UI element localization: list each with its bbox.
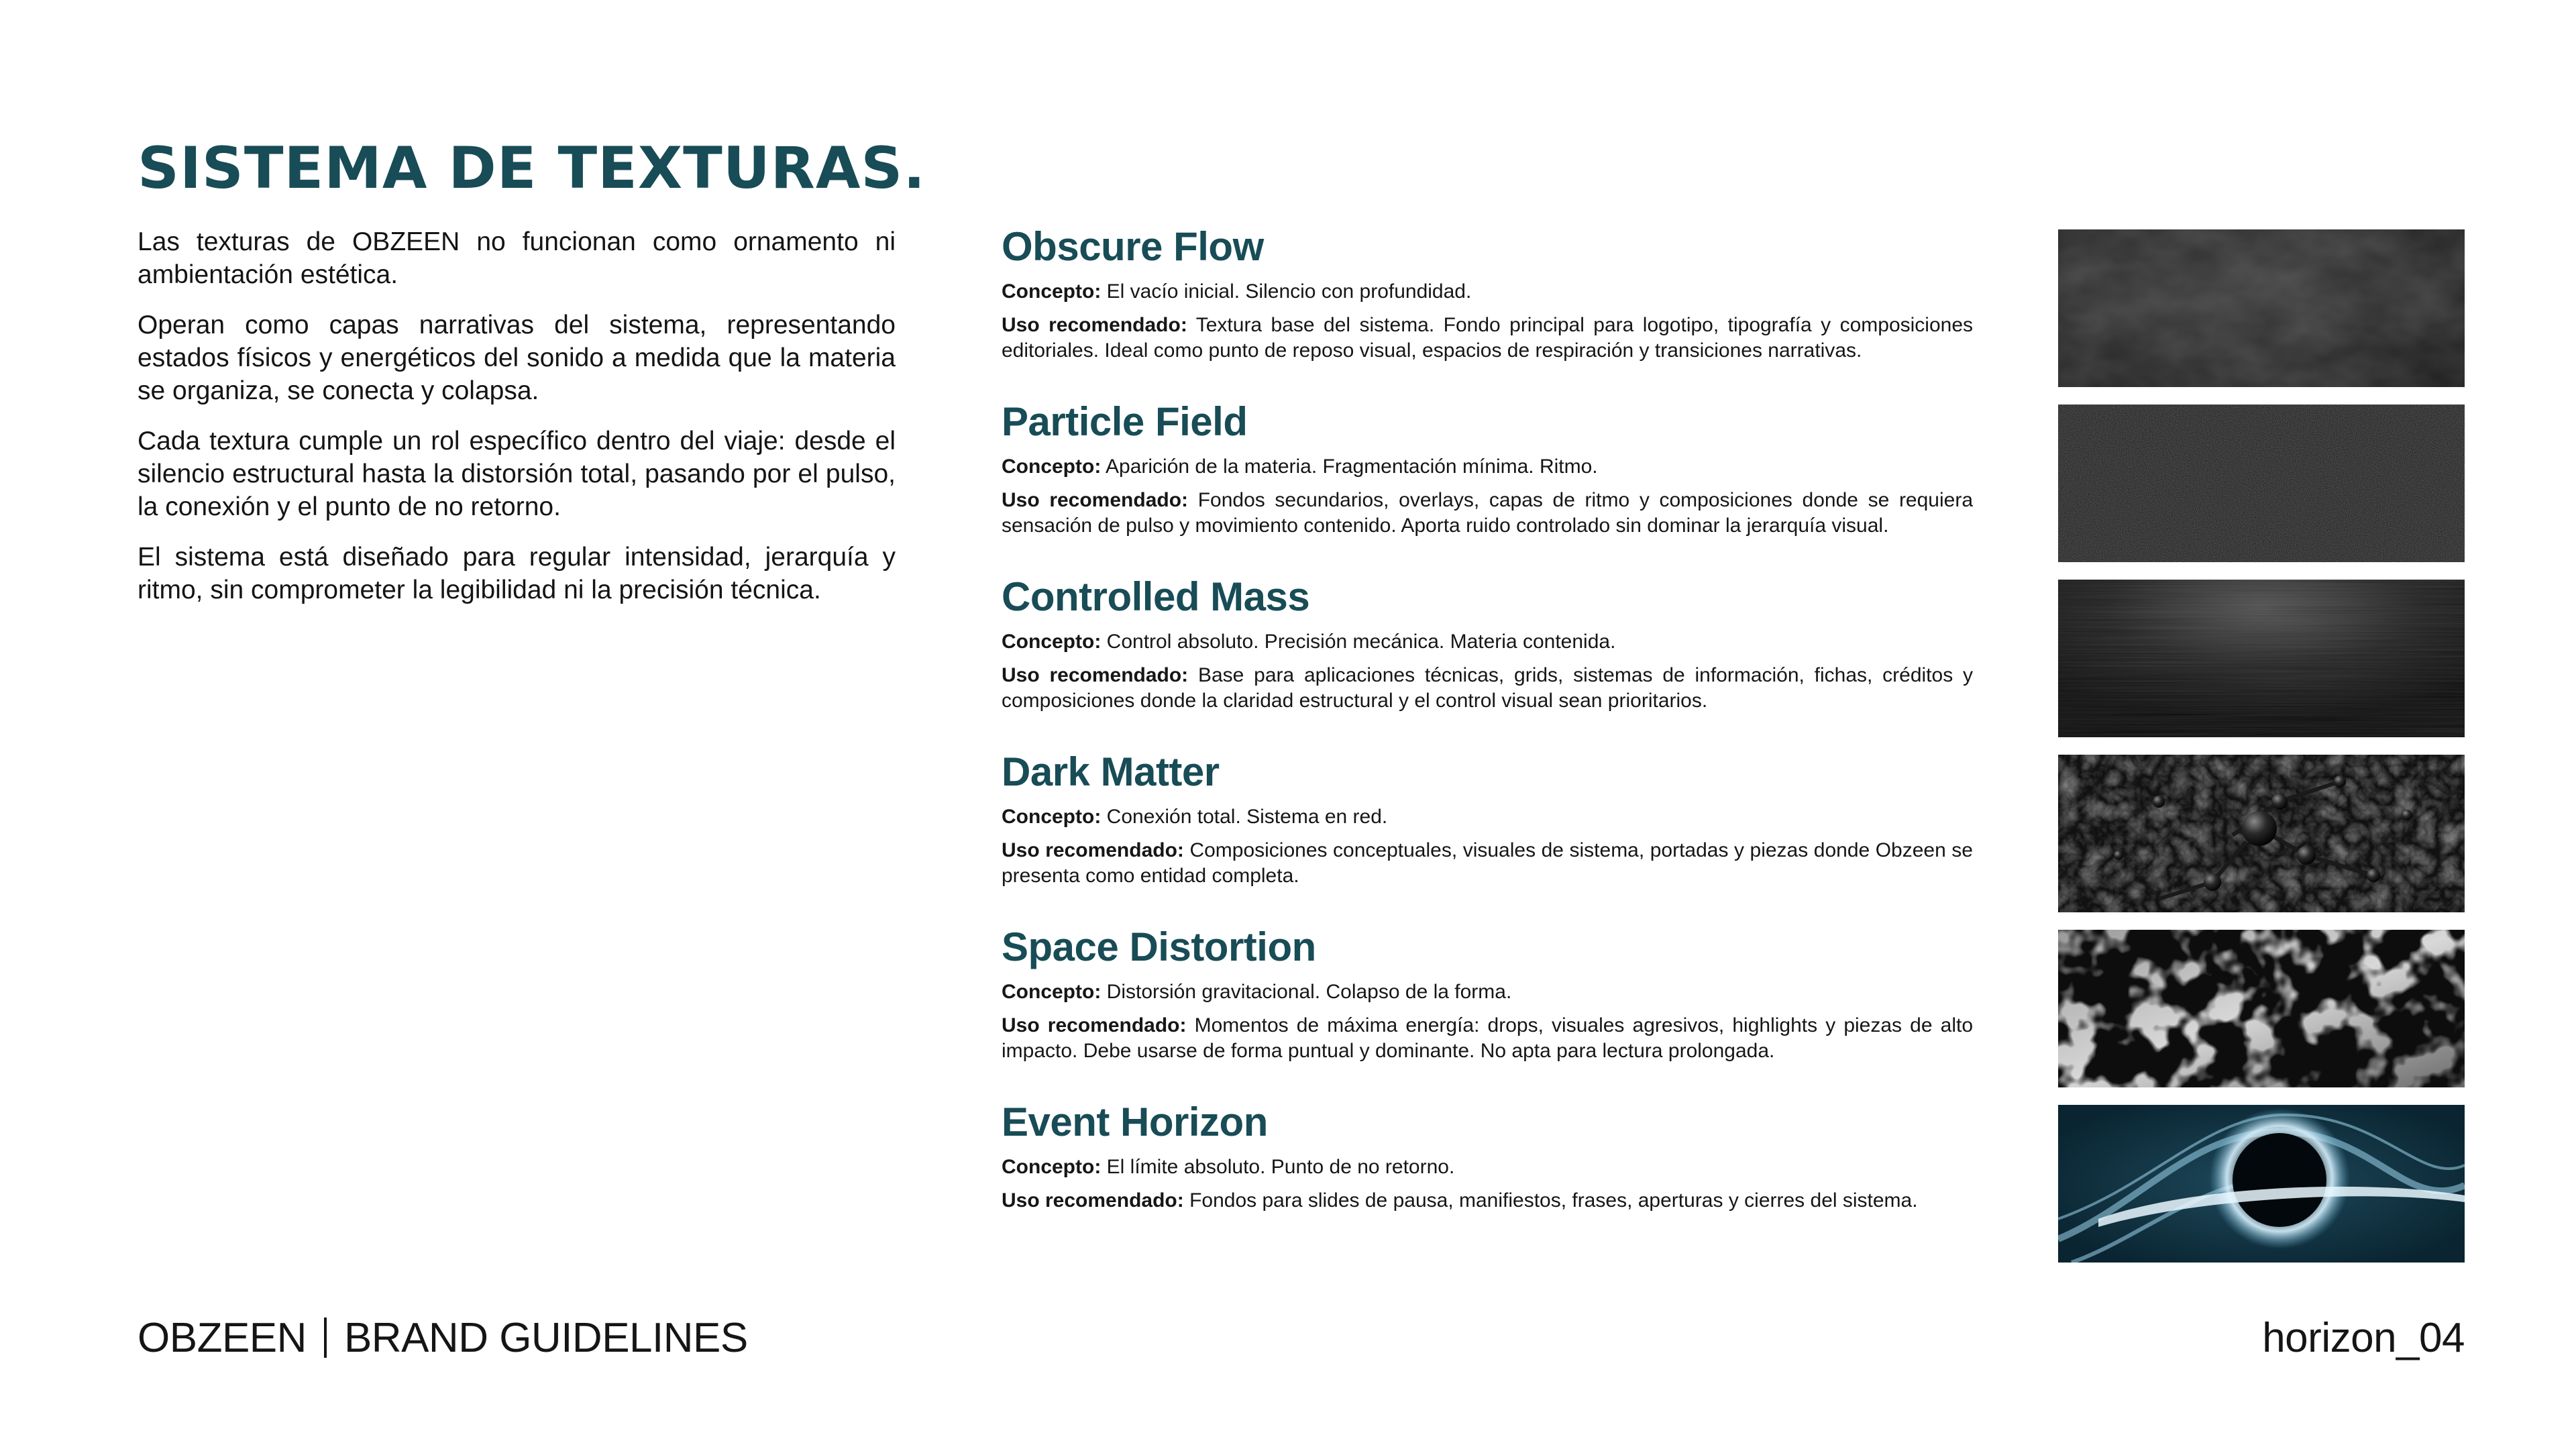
- usage-text: Base para aplicaciones técnicas, grids, sistemas de información, fichas, créditos y composiciones donde la claridad estructural y el control visual sean prioritarios.: [1002, 664, 1973, 712]
- usage-label: Uso recomendado:: [1002, 664, 1189, 686]
- texture-name: Controlled Mass: [1002, 574, 1310, 619]
- texture-swatches: [2058, 229, 2465, 1280]
- footer-brand-name: OBZEEN: [138, 1315, 307, 1361]
- intro-paragraph: Operan como capas narrativas del sistema, representando estados físicos y energéticos del sonido a medida que la materia se organiza, se conecta y colapsa.: [138, 311, 896, 405]
- texture-swatch-dark-matter: [2058, 755, 2465, 912]
- page-title: SISTEMA DE TEXTURAS.: [138, 135, 926, 202]
- usage-label: Uso recomendado:: [1002, 839, 1184, 861]
- concept-label: Concepto:: [1002, 806, 1102, 828]
- texture-swatch-obscure-flow: [2058, 229, 2465, 387]
- texture-name: Obscure Flow: [1002, 224, 1264, 269]
- texture-swatch-event-horizon: [2058, 1105, 2465, 1263]
- usage-text: Textura base del sistema. Fondo principal para logotipo, tipografía y composiciones editoriales. Ideal como punto de reposo visual, espacios de respiración y transiciones narrativas.: [1002, 314, 1974, 362]
- texture-name: Space Distortion: [1002, 924, 1316, 969]
- concept-label: Concepto:: [1002, 981, 1102, 1003]
- texture-item-obscure-flow: [1002, 221, 1973, 396]
- concept-label: Concepto:: [1002, 631, 1102, 653]
- usage-label: Uso recomendado:: [1002, 1014, 1187, 1036]
- usage-text: Momentos de máxima energía: drops, visuales agresivos, highlights y piezas de alto impacto. Debe usarse de forma puntual y dominante. No apta para lectura prolongada.: [1002, 1014, 1974, 1062]
- texture-name: Event Horizon: [1002, 1099, 1268, 1144]
- texture-name: Particle Field: [1002, 399, 1248, 444]
- texture-item-dark-matter: [1002, 747, 1973, 922]
- texture-usage: [1002, 1188, 1973, 1214]
- texture-item-event-horizon: [1002, 1097, 1973, 1272]
- texture-swatch-controlled-mass: [2058, 580, 2465, 737]
- concept-label: Concepto:: [1002, 455, 1102, 478]
- usage-label: Uso recomendado:: [1002, 489, 1189, 511]
- texture-concept: [1002, 279, 1973, 305]
- usage-text: Fondos secundarios, overlays, capas de ritmo y composiciones donde se requiera sensación de pulso y movimiento contenido. Aporta ruido controlado sin dominar la jerarquía visual.: [1002, 489, 1974, 537]
- texture-concept: [1002, 804, 1973, 830]
- texture-name: Dark Matter: [1002, 749, 1220, 794]
- usage-label: Uso recomendado:: [1002, 1189, 1184, 1212]
- texture-list: [1002, 221, 1973, 1272]
- texture-concept: [1002, 1155, 1973, 1180]
- texture-item-particle-field: [1002, 396, 1973, 572]
- texture-concept: [1002, 979, 1973, 1005]
- intro-paragraph: Las texturas de OBZEEN no funcionan como ornamento ni ambientación estética.: [138, 227, 896, 289]
- texture-concept: [1002, 629, 1973, 655]
- concept-text: Aparición de la materia. Fragmentación mínima. Ritmo.: [1106, 455, 1598, 478]
- concept-text: El límite absoluto. Punto de no retorno.: [1106, 1156, 1455, 1178]
- texture-concept: [1002, 454, 1973, 480]
- usage-text: Composiciones conceptuales, visuales de sistema, portadas y piezas donde Obzeen se presenta como entidad completa.: [1002, 839, 1973, 887]
- texture-usage: [1002, 663, 1973, 714]
- texture-item-controlled-mass: [1002, 572, 1973, 747]
- usage-label: Uso recomendado:: [1002, 314, 1187, 336]
- footer-section: BRAND GUIDELINES: [343, 1315, 748, 1361]
- intro-text: [138, 225, 896, 624]
- texture-usage: [1002, 1013, 1973, 1064]
- texture-swatch-particle-field: [2058, 405, 2465, 562]
- texture-item-space-distortion: [1002, 922, 1973, 1097]
- texture-usage: [1002, 488, 1973, 539]
- concept-label: Concepto:: [1002, 280, 1102, 303]
- concept-text: Conexión total. Sistema en red.: [1106, 806, 1388, 828]
- texture-swatch-space-distortion: [2058, 930, 2465, 1087]
- concept-label: Concepto:: [1002, 1156, 1102, 1178]
- concept-text: El vacío inicial. Silencio con profundidad.: [1106, 280, 1472, 303]
- page-id: horizon_04: [2262, 1315, 2465, 1361]
- footer-separator: [324, 1318, 327, 1358]
- concept-text: Distorsión gravitacional. Colapso de la forma.: [1106, 981, 1512, 1003]
- footer-brand: [138, 1311, 748, 1365]
- texture-usage: [1002, 838, 1973, 889]
- concept-text: Control absoluto. Precisión mecánica. Materia contenida.: [1106, 631, 1616, 653]
- intro-paragraph: El sistema está diseñado para regular intensidad, jerarquía y ritmo, sin comprometer la legibilidad ni la precisión técnica.: [138, 543, 896, 604]
- intro-paragraph: Cada textura cumple un rol específico dentro del viaje: desde el silencio estructural hasta la distorsión total, pasando por el pulso, la conexión y el punto de no retorno.: [138, 427, 896, 521]
- usage-text: Fondos para slides de pausa, manifiestos, frases, aperturas y cierres del sistema.: [1189, 1189, 1918, 1212]
- texture-usage: [1002, 313, 1973, 364]
